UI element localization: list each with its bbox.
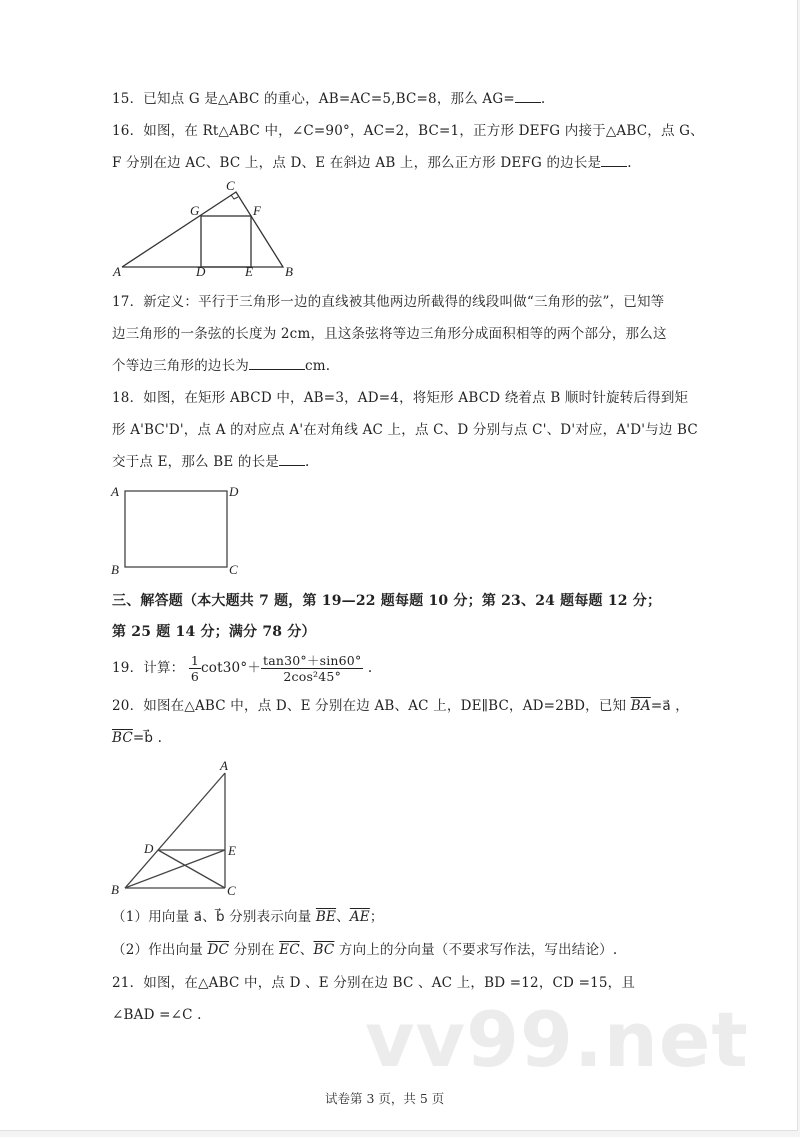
- part-2-tail: 方向上的分向量（不要求写作法，写出结论）.: [338, 942, 618, 958]
- part-1-text: （1）用向量 a⃗、b⃗ 分别表示向量: [112, 909, 312, 925]
- label-B: B: [111, 882, 119, 897]
- figure-q18-rectangle: [108, 478, 248, 578]
- label-A: A: [220, 758, 228, 773]
- question-20-text: 20．如图在△ABC 中，点 D、E 分别在边 AB、AC 上，DE∥BC，AD=2BD，已知: [112, 698, 627, 714]
- question-20-part-2: [112, 941, 617, 959]
- label-A: A: [113, 264, 121, 278]
- cot-term: cot30°＋: [201, 660, 261, 676]
- watermark: vv99.net: [365, 995, 749, 1084]
- question-18-text: 交于点 E，那么 BE 的长是: [112, 454, 280, 470]
- figure-q20-triangle: [108, 758, 248, 898]
- label-C: C: [226, 178, 235, 193]
- separator: 、: [299, 942, 314, 958]
- question-18-tail: .: [305, 454, 310, 470]
- question-20-part-1: [112, 908, 384, 926]
- question-17-line1: 17．新定义：平行于三角形一边的直线被其他两边所截得的线段叫做“三角形的弦”，已知等: [112, 294, 665, 310]
- answer-blank: [279, 453, 305, 466]
- question-18-line1: 18．如图，在矩形 ABCD 中，AB=3，AD=4，将矩形 ABCD 绕着点 B 顺时针旋转后得到矩: [112, 390, 689, 406]
- section-3-heading-line2: 第 25 题 14 分；满分 78 分）: [112, 624, 316, 640]
- vector-AE: $\overline{AE}$: [349, 909, 370, 925]
- answer-blank: [249, 357, 305, 370]
- question-15-tail: .: [540, 91, 546, 107]
- equals-b: =b⃗ .: [132, 730, 163, 746]
- equals-a: =a⃗ ，: [650, 698, 689, 714]
- question-15-text: 15．已知点 G 是△ABC 的重心，AB=AC=5,BC=8，那么 AG=: [112, 91, 515, 107]
- label-G: G: [190, 203, 200, 218]
- label-E: E: [245, 264, 253, 278]
- question-16-text: F 分别在边 AC、BC 上，点 D、E 在斜边 AB 上，那么正方形 DEFG 的边长是: [112, 155, 602, 171]
- label-D: D: [229, 484, 239, 499]
- fraction-one-sixth: [189, 653, 201, 684]
- answer-blank: [515, 90, 541, 103]
- fraction-trig: [261, 653, 363, 684]
- question-19-tail: .: [367, 660, 373, 676]
- page-footer: 试卷第 3 页，共 5 页: [325, 1091, 445, 1106]
- vector-EC: $\overline{EC}$: [279, 942, 300, 958]
- label-C: C: [229, 562, 238, 577]
- question-17-unit: cm.: [305, 358, 331, 374]
- label-A: A: [111, 484, 119, 499]
- question-16-line1: 16．如图，在 Rt△ABC 中，∠C=90°，AC=2，BC=1，正方形 DEFG 内接于△ABC，点 G、: [112, 123, 704, 139]
- denominator: 2cos²45°: [283, 669, 342, 684]
- question-17-text: 个等边三角形的边长为: [112, 358, 249, 374]
- section-3-heading-line1: 三、解答题（本大题共 7 题，第 19—22 题每题 10 分；第 23、24 题每题 12 分；: [112, 593, 662, 609]
- numerator: 1: [190, 653, 200, 668]
- denominator: 6: [190, 669, 200, 684]
- vector-BC: $\overline{BC}$: [313, 942, 335, 958]
- part-1-tail: ；: [369, 909, 384, 925]
- label-F: F: [253, 203, 261, 218]
- question-18-line3: [112, 453, 310, 471]
- label-D: D: [144, 841, 154, 856]
- question-15: [112, 90, 545, 108]
- label-B: B: [111, 562, 119, 577]
- question-21-line2: ∠BAD =∠C .: [112, 1007, 202, 1023]
- question-19-text: 19．计算：: [112, 660, 185, 676]
- question-19: [112, 650, 372, 686]
- label-E: E: [228, 843, 236, 858]
- vector-DC: $\overline{DC}$: [207, 942, 230, 958]
- question-21-line1: 21．如图，在△ABC 中，点 D 、E 分别在边 BC 、AC 上，BD =12，CD =15，且: [112, 975, 636, 991]
- vector-BE: $\overline{BE}$: [315, 909, 337, 925]
- label-D: D: [196, 264, 206, 278]
- numerator: tan30°＋sin60°: [263, 653, 362, 668]
- label-B: B: [285, 264, 293, 278]
- figure-q16-triangle-square: [110, 178, 310, 278]
- part-2-text: （2）作出向量: [112, 942, 203, 958]
- question-16-tail: .: [627, 155, 632, 171]
- vector-BA: $\overline{BA}$: [630, 698, 651, 714]
- question-18-line2: 形 A'BC'D'，点 A 的对应点 A'在对角线 AC 上，点 C、D 分别与点 C'、D'对应，A'D'与边 BC: [112, 422, 698, 438]
- question-17-line2: 边三角形的一条弦的长度为 2cm，且这条弦将等边三角形分成面积相等的两个部分，那么这: [112, 326, 667, 342]
- part-2-mid: 分别在: [233, 942, 275, 958]
- answer-blank: [601, 154, 627, 167]
- question-16-line2: [112, 154, 632, 172]
- question-20-line1: [112, 697, 689, 715]
- question-20-line2: [112, 729, 162, 747]
- question-17-line3: [112, 357, 330, 375]
- label-C: C: [227, 883, 236, 898]
- separator: 、: [336, 909, 350, 925]
- vector-BC: $\overline{BC}$: [112, 730, 133, 746]
